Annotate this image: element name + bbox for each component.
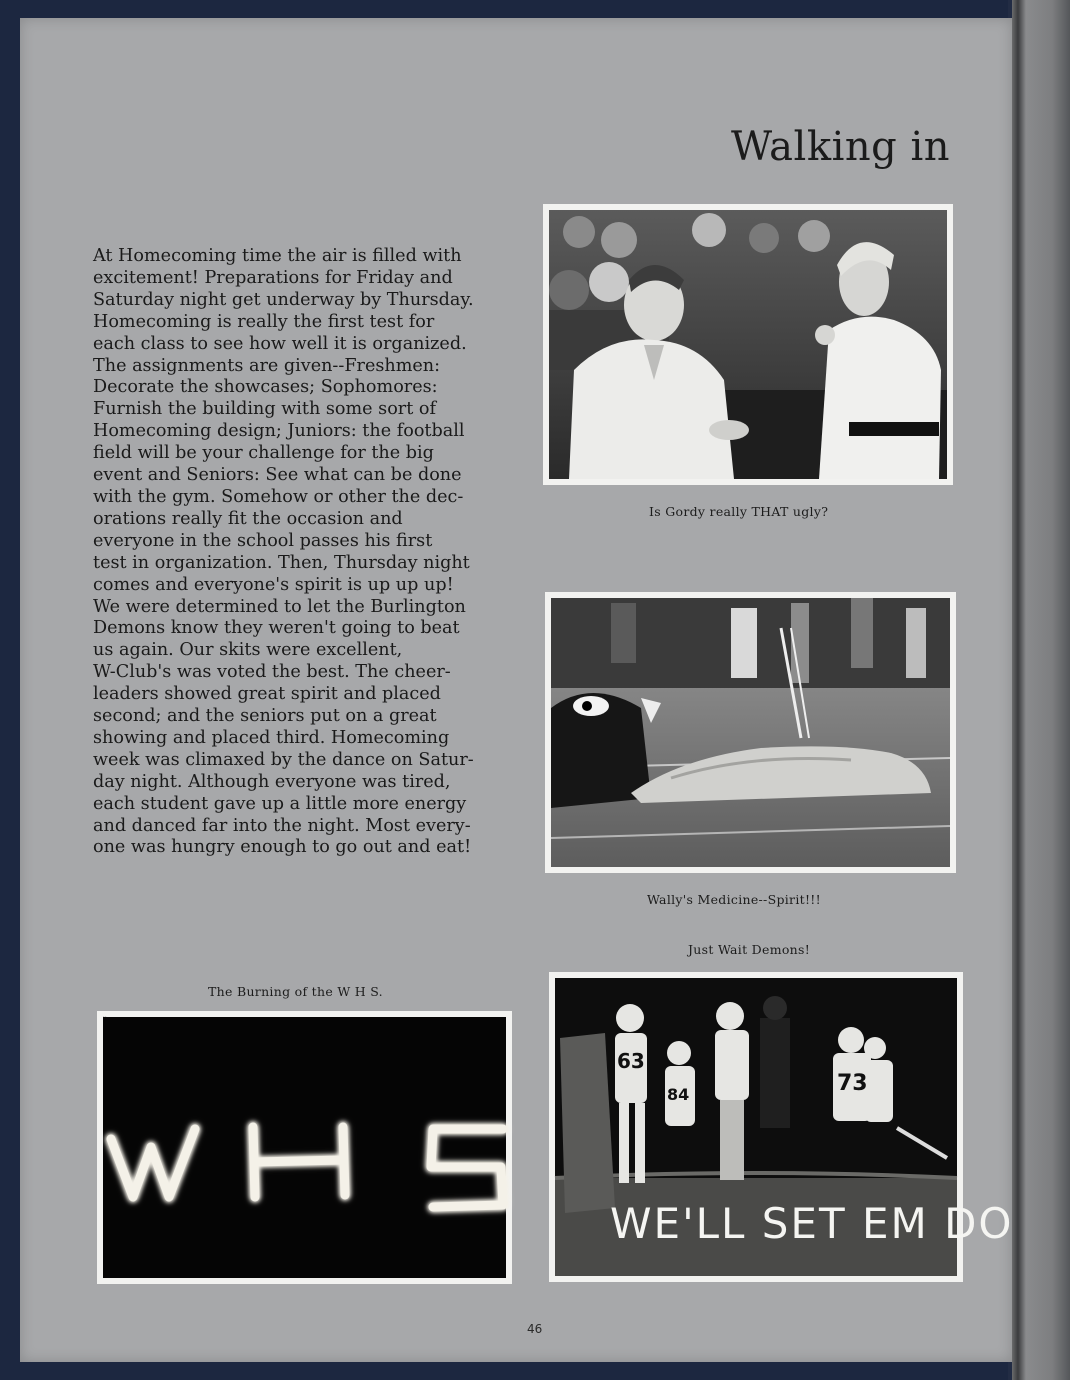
photo-wallys-medicine-svg <box>551 598 950 867</box>
photo-gordy-image <box>549 210 947 479</box>
svg-text:73: 73 <box>837 1071 868 1096</box>
body-text-line: Saturday night get underway by Thursday. <box>93 289 474 310</box>
body-text-line: At Homecoming time the air is filled with <box>93 246 462 266</box>
page-title: Walking in <box>731 124 950 170</box>
photo-gordy-svg <box>549 210 947 479</box>
photo-burning-whs-image <box>103 1017 506 1278</box>
svg-text:63: 63 <box>617 1049 645 1073</box>
body-text-line: test in organization. Then, Thursday night <box>93 552 470 573</box>
photo-gordy <box>543 204 953 485</box>
page-number: 46 <box>527 1322 543 1336</box>
body-text-line: comes and everyone's spirit is up up up! <box>93 574 454 595</box>
body-text-line: The assignments are given--Freshmen: <box>93 355 441 376</box>
caption-gordy: Is Gordy really THAT ugly? <box>649 504 829 519</box>
caption-burning-whs: The Burning of the W H S. <box>208 984 383 999</box>
photo-just-wait-demons <box>549 972 1014 1282</box>
body-text-line: Decorate the showcases; Sophomores: <box>93 377 438 398</box>
body-text-line: We were determined to let the Burlington <box>93 596 466 617</box>
body-text-line: day night. Although everyone was tired, <box>93 771 451 792</box>
body-text-line: Demons know they weren't going to beat <box>93 618 460 639</box>
body-text-line: us again. Our skits were excellent, <box>93 640 403 661</box>
body-text-line: one was hungry enough to go out and eat! <box>93 837 472 858</box>
body-text-line: Furnish the building with some sort of <box>93 399 436 420</box>
photo-just-wait-demons-svg <box>555 978 1014 1276</box>
body-text-line: everyone in the school passes his first <box>93 530 433 551</box>
body-text-line: Homecoming design; Juniors: the football <box>93 421 465 442</box>
body-text-line: second; and the seniors put on a great <box>93 706 437 727</box>
body-text-line: with the gym. Somehow or other the dec- <box>93 486 464 507</box>
float-sign-text: WE'LL SET EM DO <box>610 1199 1014 1248</box>
book-spine <box>1012 0 1070 1380</box>
caption-just-wait-demons: Just Wait Demons! <box>688 942 811 957</box>
body-text-line: excitement! Preparations for Friday and <box>93 267 453 288</box>
body-text-line: orations really fit the occasion and <box>93 508 403 529</box>
body-text-line: leaders showed great spirit and placed <box>93 684 441 705</box>
body-text-line: showing and placed third. Homecoming <box>93 727 450 748</box>
photo-burning-whs-svg <box>103 1017 506 1278</box>
body-text-line: event and Seniors: See what can be done <box>93 465 462 486</box>
body-text-line: each student gave up a little more energy <box>93 793 467 814</box>
photo-wallys-medicine <box>545 592 956 873</box>
fire-text: W H S <box>103 1017 107 1018</box>
body-text-line: and danced far into the night. Most every- <box>93 815 471 836</box>
photo-just-wait-demons-image <box>555 978 1014 1276</box>
body-text-line: W-Club's was voted the best. The cheer- <box>93 662 451 683</box>
caption-wallys-medicine: Wally's Medicine--Spirit!!! <box>647 892 821 907</box>
photo-burning-whs <box>97 1011 512 1284</box>
svg-text:84: 84 <box>667 1085 690 1104</box>
body-text-line: each class to see how well it is organized. <box>93 333 467 354</box>
photo-wallys-medicine-image <box>551 598 950 867</box>
body-text-line: Homecoming is really the first test for <box>93 311 435 332</box>
body-text <box>93 246 523 859</box>
body-text-line: field will be your challenge for the big <box>93 443 434 464</box>
body-text-line: week was climaxed by the dance on Satur- <box>93 749 474 770</box>
